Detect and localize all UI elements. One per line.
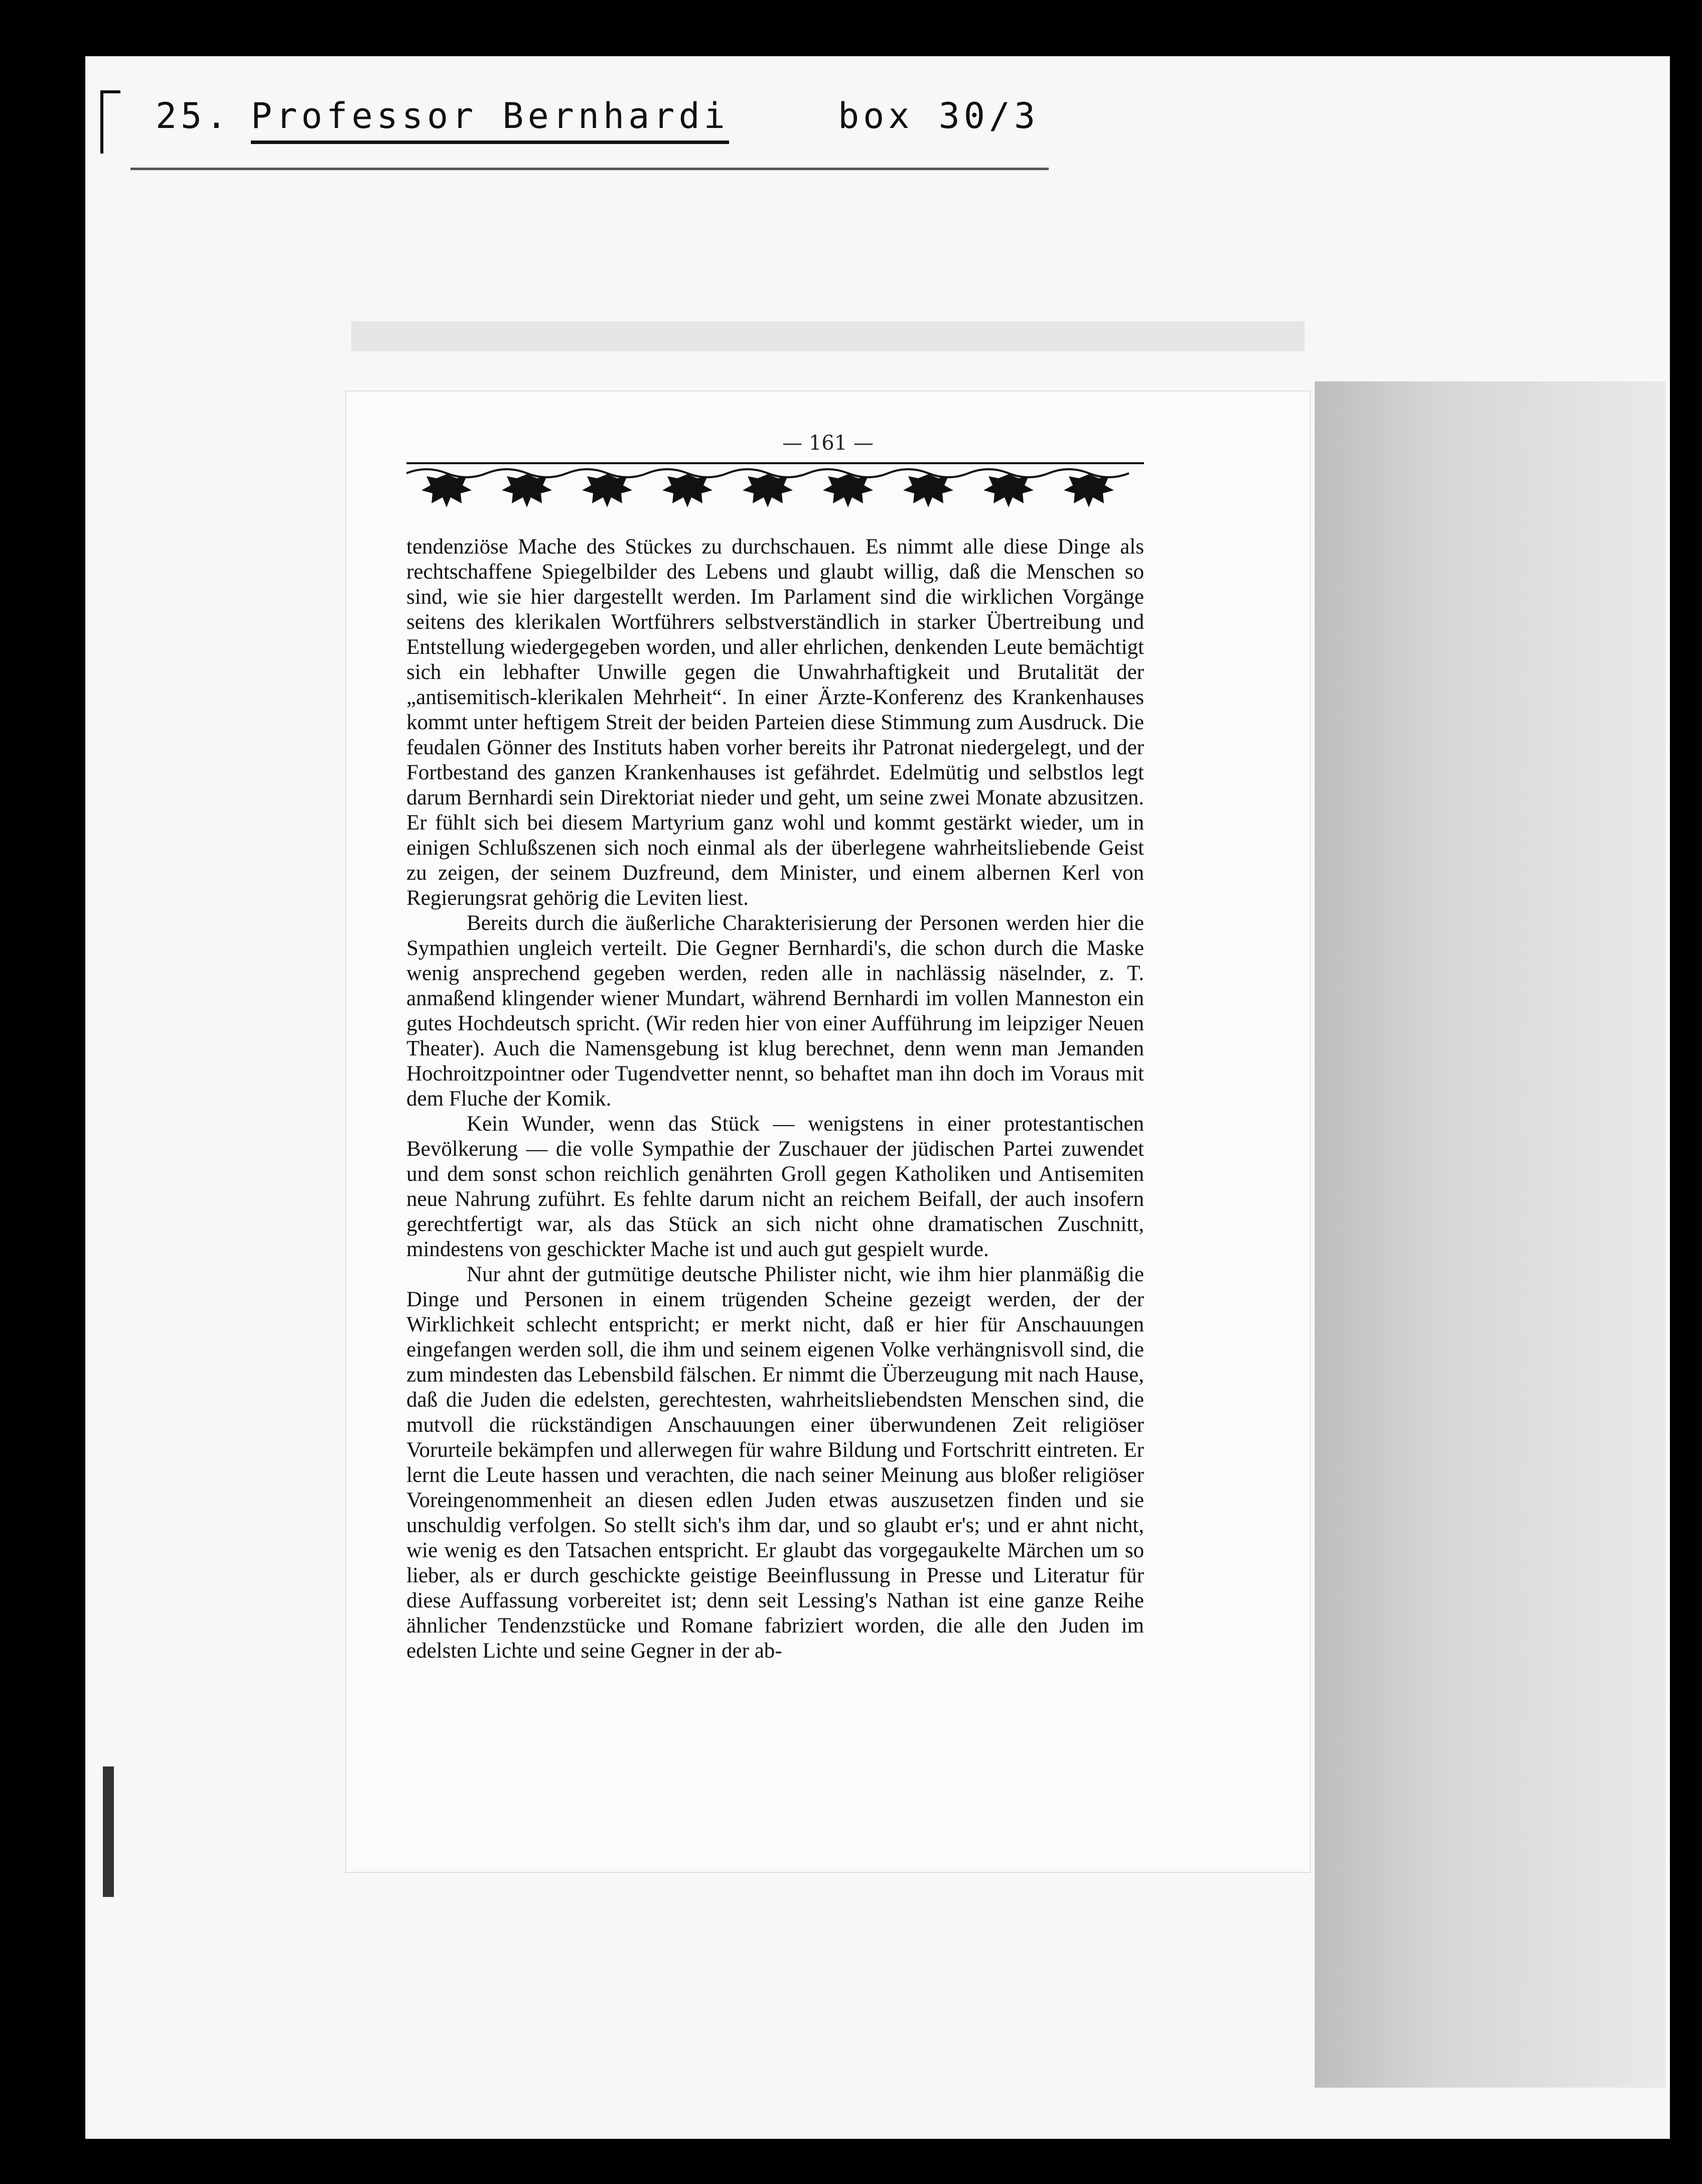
leaf-icon [823, 474, 873, 507]
leaf-icon [983, 474, 1034, 507]
article-text [406, 534, 1144, 1664]
item-title: Professor Bernhardi [251, 95, 729, 144]
paragraph: Nur ahnt der gutmütige deutsche Philister nicht, wie ihm hier planmäßig die Dinge und Personen in einem trügenden Scheine gezeigt werden, der der Wirklichkeit schlecht entspricht; er merkt nicht, daß er hier für Anschauungen eingefangen werden soll, die ihm und seinem eigenen Volke verhängnisvoll sind, die zum mindesten das Lebensbild fälschen. Er nimmt die Überzeugung mit nach Hause, daß die Juden die edelsten, gerechtesten, wahrheitsliebendsten Menschen sind, die mutvoll die rückständigen Anschauungen einer überwundenen Zeit religiöser Vorurteile bekämpfen und allerwegen für wahre Bildung und Fortschritt eintreten. Er lernt die Leute hassen und verachten, die nach seiner Meinung aus bloßer religiöser Voreingenommenheit an diesen edlen Juden etwas auszusetzen finden und sie unschuldig verfolgen. So stellt sich's ihm dar, und so glaubt er's; und er ahnt nicht, wie wenig es den Tatsachen entspricht. Er glaubt das vorgegaukelte Märchen um so lieber, als er durch geschickte geistige Beeinflussung in Presse und Literatur für diese Auffassung vorbereitet ist; denn seit Lessing's Nathan ist eine ganze Reihe ähnlicher Tendenzstücke und Romane fabriziert worden, die alle den Juden im edelsten Lichte und seine Gegner in der ab- [406, 1263, 1144, 1663]
paragraph: Kein Wunder, wenn das Stück — wenigstens in einer protestantischen Bevölkerung — die volle Sympathie der Zuschauer der jüdischen Partei zuwendet und dem sonst schon reichlich genährten Groll gegen Katholiken und Antisemiten neue Nahrung zuführt. Es fehlte darum nicht an reichem Beifall, der auch insofern gerechtfertigt war, als das Stück an sich nicht ohne dramatischen Zuschnitt, mindestens von geschickter Mache ist und auch gut gespielt wurde. [406, 1112, 1144, 1261]
shadow-band [351, 321, 1305, 351]
leaf-icon [1064, 474, 1114, 507]
scan-edge-mark [103, 1766, 114, 1897]
page-number: — 161 — [782, 432, 874, 455]
leaf-icon [502, 474, 552, 507]
header-rule [130, 168, 1049, 170]
paragraph: tendenziöse Mache des Stückes zu durchschauen. Es nimmt alle diese Dinge als rechtschaffene Spiegelbilder des Lebens und glaubt willig, daß die Menschen so sind, wie sie hier dargestellt werden. Im Parlament sind die wirklichen Vorgänge seitens des klerikalen Wortführers selbstverständlich in starker Übertreibung und Entstellung wiedergegeben worden, und aller ehrlichen, denkenden Leute bemächtigt sich ein lebhafter Unwille gegen die Unwahrhaftigkeit und Brutalität der „antisemitisch-klerikalen Mehrheit“. In einer Ärzte-Konferenz des Krankenhauses kommt unter heftigem Streit der beiden Parteien diese Stimmung zum Ausdruck. Die feudalen Gönner des Instituts haben vorher bereits ihr Patronat niedergelegt, und der Fortbestand des ganzen Krankenhauses ist gefährdet. Edelmütig und selbstlos legt darum Bernhardi sein Direktoriat nieder und geht, um seine zwei Monate abzusitzen. Er fühlt sich bei diesem Martyrium ganz wohl und kommt gestärkt wieder, um in einigen Schlußszenen sich noch einmal als der überlegene wahrheitsliebende Geist zu zeigen, der seinem Duzfreund, dem Minister, und einem albernen Kerl von Regierungsrat gehörig die Leviten liest. [406, 535, 1144, 910]
corner-mark [100, 90, 120, 154]
ivy-leaf-ornament [406, 459, 1144, 509]
box-reference: box 30/3 [838, 95, 1040, 136]
leaf-icon [662, 474, 713, 507]
leaf-icon [743, 474, 793, 507]
leaf-icon [421, 474, 472, 507]
leaf-icon [582, 474, 632, 507]
scan-shadow [1315, 381, 1666, 2088]
paragraph: Bereits durch die äußerliche Charakterisierung der Personen werden hier die Sympathien ungleich verteilt. Die Gegner Bernhardi's, die schon durch die Maske wenig ansprechend gegeben werden, reden alle in nachlässig näselnder, z. T. anmaßend klingender wiener Mundart, während Bernhardi im vollen Manneston ein gutes Hochdeutsch spricht. (Wir reden hier von einer Aufführung im leipziger Neuen Theater). Auch die Namensgebung ist klug berechnet, denn wenn man Jemanden Hochroitzpointner oder Tugendvetter nennt, so behaftet man ihn doch im Voraus mit dem Fluche der Komik. [406, 911, 1144, 1111]
newspaper-clipping [346, 391, 1310, 1872]
leaf-icon [903, 474, 953, 507]
item-number: 25. [156, 95, 231, 136]
